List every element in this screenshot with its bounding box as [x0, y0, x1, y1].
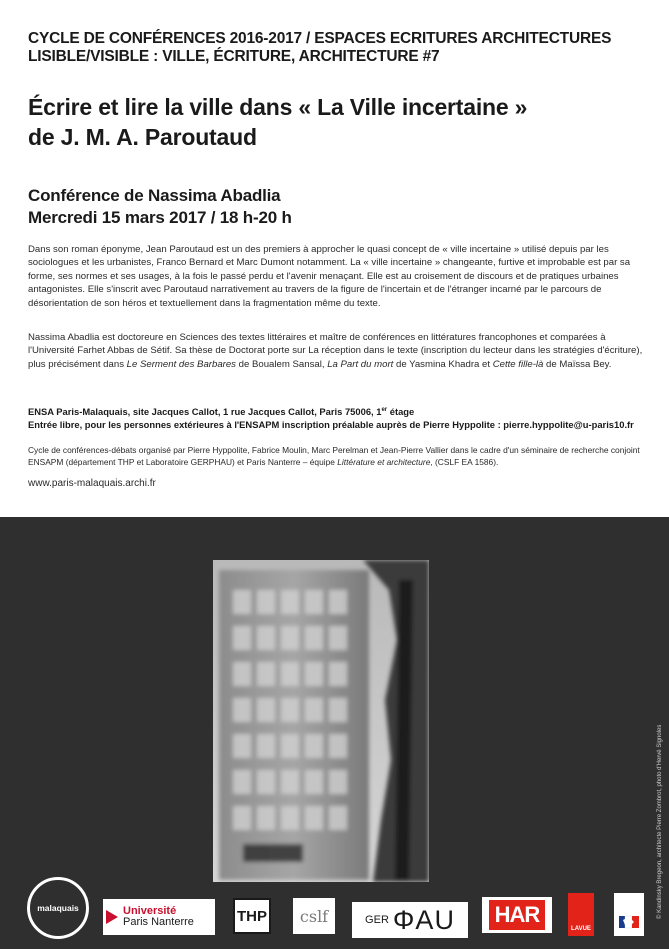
- organizers-text-a: Cycle de conférences-débats organisé par Pierre Hyppolite, Fabrice Moulin, Marc Perelman et Jean-Pierre Vallier dans le cadre d'un séminaire de recherche conjoint ENSAPM (département THP et Laboratoire GERPHAU) et Paris Nanterre – équipe: [28, 445, 640, 467]
- gerphau-logo[interactable]: [352, 902, 468, 938]
- cslf-logo[interactable]: cslf: [293, 898, 335, 934]
- bio-text-c: de Yasmina Khadra et: [393, 358, 493, 370]
- nanterre-word-2: Paris Nanterre: [123, 916, 194, 928]
- nanterre-logo[interactable]: [103, 899, 215, 935]
- bio-text-b: de Boualem Sansal,: [235, 358, 328, 370]
- book-title-1: Le Serment des Barbares: [126, 358, 236, 370]
- website-link[interactable]: www.paris-malaquais.archi.fr: [28, 478, 156, 489]
- thp-logo[interactable]: THP: [233, 898, 271, 934]
- bio-text-a: Nassima Abadlia est doctoreure en Sciences des textes littéraires et maître de conférences en littératures francophones et comparées à l'Université Farhet Abbas de Sétif. Sa thèse de Doctorat porte sur La réception dans le texte (inscription du lecteur dans les stratégies d'écriture), plus précisément dans: [28, 332, 643, 370]
- lecture-title: [28, 92, 648, 152]
- bio-text-d: de Maïssa Bey.: [543, 358, 612, 370]
- date-line: Mercredi 15 mars 2017 / 18 h-20 h: [28, 208, 292, 227]
- title-line-1: Écrire et lire la ville dans « La Ville incertaine »: [28, 94, 528, 120]
- marianne-emblem-icon: [619, 914, 639, 934]
- ministry-logo[interactable]: [614, 893, 644, 936]
- nanterre-mark-icon: [106, 910, 118, 924]
- conference-info: [28, 185, 648, 229]
- entry-note: Entrée libre, pour les personnes extérieures à l'ENSAPM inscription préalable auprès de Pierre Hyppolite : pierre.hyppolite@u-paris10.fr: [28, 419, 634, 431]
- venue-address: [28, 404, 644, 418]
- nanterre-wordmark: [123, 906, 194, 928]
- venue-info: [28, 404, 644, 431]
- phau-wordmark: ΦAU: [392, 904, 455, 935]
- book-title-3: Cette fille-là: [492, 358, 544, 370]
- malaquais-logo[interactable]: malaquais: [27, 877, 89, 939]
- series-line-2: LISIBLE/VISIBLE : VILLE, ÉCRITURE, ARCHITECTURE #7: [28, 48, 440, 65]
- ger-wordmark: GER: [365, 914, 389, 926]
- book-title-2: La Part du mort: [327, 358, 394, 370]
- address-end: étage: [387, 406, 415, 418]
- organizers-italic: Littérature et architecture: [337, 457, 431, 467]
- series-line-1: CYCLE DE CONFÉRENCES 2016-2017 / ESPACES ECRITURES ARCHITECTURES: [28, 30, 612, 47]
- lavue-logo[interactable]: LAVUE: [568, 893, 594, 936]
- nanterre-word-1: Université: [123, 905, 177, 917]
- har-wordmark: HAR: [489, 900, 546, 930]
- partner-logos: [0, 517, 669, 949]
- address-sup: er: [381, 407, 388, 413]
- image-band: [0, 517, 669, 949]
- title-line-2: de J. M. A. Paroutaud: [28, 124, 257, 150]
- address-main: ENSA Paris-Malaquais, site Jacques Callot, 1 rue Jacques Callot, Paris 75006, 1: [28, 406, 382, 418]
- organizers-note: [28, 444, 644, 468]
- speaker-line: Conférence de Nassima Abadlia: [28, 186, 281, 205]
- har-logo[interactable]: [482, 897, 552, 933]
- series-heading: [28, 30, 648, 66]
- photo-credit-text: © Kandinsky Bregeon, architecte Pierre Zombrot, photo d'Hervé Signoles: [657, 724, 663, 919]
- speaker-bio-paragraph: [28, 331, 644, 371]
- organizers-text-b: , (CSLF EA 1586).: [430, 457, 499, 467]
- abstract-paragraph: Dans son roman éponyme, Jean Paroutaud est un des premiers à approcher le quasi concept de « ville incertaine » utilisé depuis par les sociologues et les urbanistes, Franco Bernard et Marc Dumont notamment. La « ville incertaine » changeante, furtive et improbable est par sa forme, ses normes et ses usages, à la fois le passé perdu et l'avenir menaçant. Elle est au croisement de discours et de pratiques urbaines antagonistes. Elle s'inscrit avec Paroutaud narrativement au travers de la figure de l'incertain et de l'étranger incarné par le parcours de désorientation de son héros et textuellement dans la fragmentation même du texte.: [28, 244, 631, 309]
